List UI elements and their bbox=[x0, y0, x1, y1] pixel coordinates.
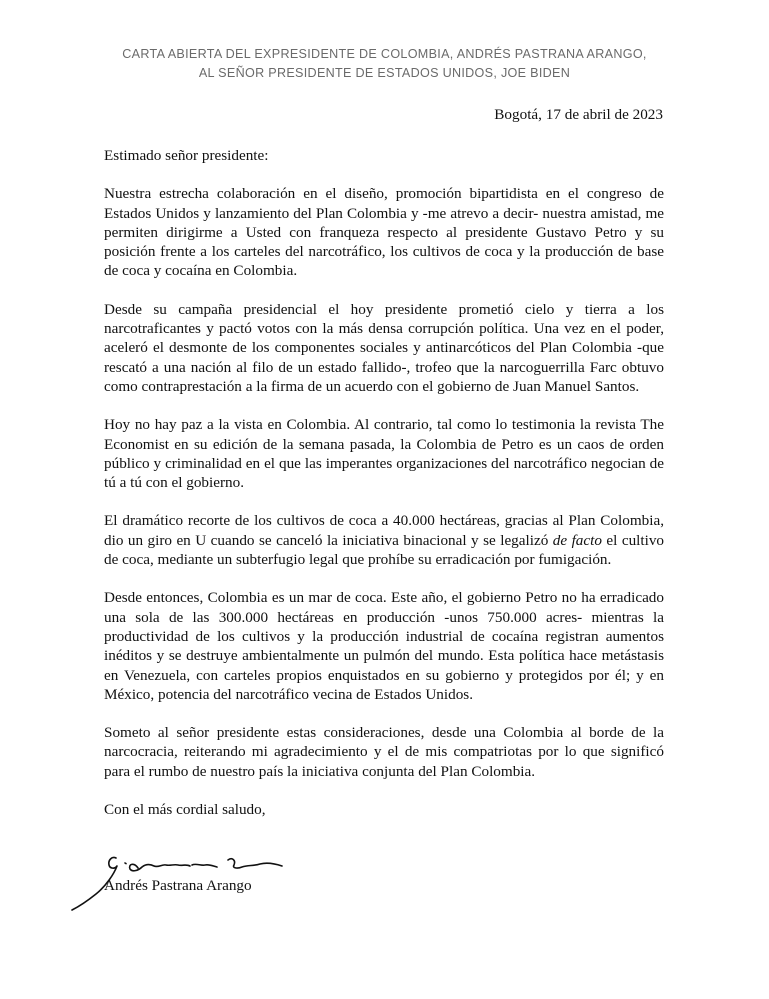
paragraph-4-start: El dramático recorte de los cultivos de coca a 40.000 hectáreas, gracias al Plan Colombia, dio un giro en U cuando se canceló la iniciativa binacional y se legalizó bbox=[104, 512, 664, 549]
paragraph-4-end: el cultivo de coca, mediante un subterfugio legal que prohíbe su erradicación por fumigación. bbox=[104, 531, 665, 569]
salutation: Estimado señor presidente: bbox=[104, 147, 269, 164]
signer-name: Andrés Pastrana Arango bbox=[104, 877, 252, 894]
paragraph-3: Hoy no hay paz a la vista en Colombia. Al contrario, tal como lo testimonia la revista The Economist en su edición de la semana pasada, la Colombia de Petro es un caos de orden público y criminalidad en el que las imperantes organizaciones del narcotráfico negocian de tú a tú con el gobierno. bbox=[104, 416, 664, 492]
paragraph-1: Nuestra estrecha colaboración en el diseño, promoción bipartidista en el congreso de Estados Unidos y lanzamiento del Plan Colombia y -me atrevo a decir- nuestra amistad, me permiten dirigirme a Usted con franqueza respecto al presidente Gustavo Petro y su posición frente a los carteles del narcotráfico, los cultivos de coca y la producción de base de coca y cocaína en Colombia. bbox=[104, 185, 664, 280]
paragraph-4 bbox=[104, 511, 664, 569]
header-line-1: CARTA ABIERTA DEL EXPRESIDENTE DE COLOMBIA, ANDRÉS PASTRANA ARANGO, bbox=[122, 47, 647, 61]
paragraph-2: Desde su campaña presidencial el hoy presidente prometió cielo y tierra a los narcotraficantes y pactó votos con la más densa corrupción política. Una vez en el poder, aceleró el desmonte de los componentes sociales y antinarcóticos del Plan Colombia -que rescató a una nación al filo de un estado fallido-, trofeo que la narcoguerrilla Farc obtuvo como contraprestación a la firma de un acuerdo con el gobierno de Juan Manuel Santos. bbox=[104, 300, 664, 395]
letter-date: Bogotá, 17 de abril de 2023 bbox=[494, 106, 663, 123]
paragraph-4-emphasis: de facto bbox=[552, 531, 602, 549]
paragraph-6: Someto al señor presidente estas consideraciones, desde una Colombia al borde de la narcocracia, reiterando mi agradecimiento y el de mis compatriotas por lo que significó para el rumbo de nuestro país la iniciativa conjunta del Plan Colombia. bbox=[104, 724, 664, 780]
letter-body bbox=[104, 146, 664, 819]
closing: Con el más cordial saludo, bbox=[104, 801, 266, 819]
paragraph-5: Desde entonces, Colombia es un mar de coca. Este año, el gobierno Petro no ha erradicado una sola de las 300.000 hectáreas en producción -unos 750.000 acres- mientras la productividad de los cultivos y la producción industrial de cocaína registran aumentos inéditos y se destruye ambientalmente un pulmón del mundo. Esta política hace metástasis en Venezuela, con carteles propios enquistados en su gobierno y protegidos por él; y en México, potencia del narcotráfico vecina de Estados Unidos. bbox=[104, 589, 664, 703]
letter-header bbox=[0, 45, 769, 83]
header-line-2: AL SEÑOR PRESIDENTE DE ESTADOS UNIDOS, JOE BIDEN bbox=[198, 66, 571, 80]
